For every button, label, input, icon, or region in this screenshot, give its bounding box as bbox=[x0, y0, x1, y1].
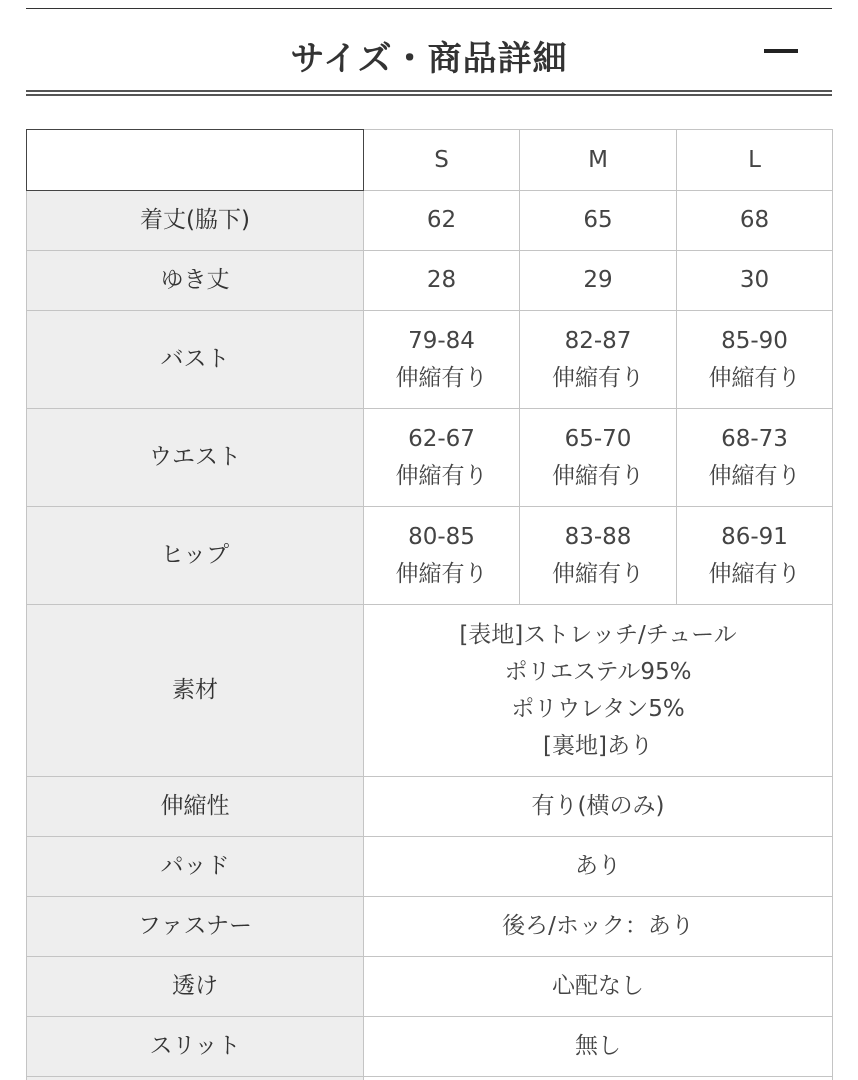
value-cell bbox=[677, 507, 833, 605]
table-row bbox=[27, 507, 833, 605]
corner-cell bbox=[27, 130, 364, 191]
value-cell: 無し bbox=[364, 1017, 833, 1077]
row-label-length: 着丈(脇下) bbox=[27, 191, 364, 251]
row-label-waist: ウエスト bbox=[27, 409, 364, 507]
value-range: 80-85 bbox=[408, 523, 475, 550]
material-line: [表地]ストレッチ/チュール bbox=[459, 621, 737, 648]
value-cell bbox=[364, 1077, 833, 1080]
value-cell: 後ろ/ホック：あり bbox=[364, 897, 833, 957]
material-cell bbox=[364, 605, 833, 777]
value-note: 伸縮有り bbox=[552, 364, 644, 391]
section-header[interactable] bbox=[26, 9, 832, 91]
table-row bbox=[27, 311, 833, 409]
material-line: ポリエステル95% bbox=[504, 658, 692, 685]
value-cell: 心配なし bbox=[364, 957, 833, 1017]
table-row bbox=[27, 605, 833, 777]
section-title: サイズ・商品詳細 bbox=[290, 39, 568, 79]
value-note: 伸縮有り bbox=[708, 364, 801, 391]
value-cell bbox=[677, 409, 833, 507]
row-label-pad: パッド bbox=[27, 837, 364, 897]
row-label-stretch: 伸縮性 bbox=[27, 777, 364, 837]
row-label-hip: ヒップ bbox=[27, 507, 364, 605]
value-note: 伸縮有り bbox=[552, 560, 644, 587]
value-cell bbox=[677, 311, 833, 409]
value-cell: 29 bbox=[520, 251, 677, 311]
row-label-fastener: ファスナー bbox=[27, 897, 364, 957]
row-label-bust: バスト bbox=[27, 311, 364, 409]
table-row bbox=[27, 777, 833, 837]
table-row bbox=[27, 957, 833, 1017]
value-range: 86-91 bbox=[721, 523, 788, 550]
minus-icon bbox=[764, 49, 798, 53]
value-cell bbox=[520, 409, 677, 507]
size-header-m: M bbox=[520, 130, 677, 191]
size-header-l: L bbox=[677, 130, 833, 191]
material-line: ポリウレタン5% bbox=[511, 695, 685, 722]
value-range: 62-67 bbox=[408, 425, 475, 452]
table-row bbox=[27, 1017, 833, 1077]
value-cell bbox=[364, 409, 520, 507]
material-line: [裏地]あり bbox=[543, 732, 653, 759]
table-row bbox=[27, 1077, 833, 1080]
value-range: 68-73 bbox=[721, 425, 788, 452]
value-cell: あり bbox=[364, 837, 833, 897]
size-header-row bbox=[27, 130, 833, 191]
row-label-sheer: 透け bbox=[27, 957, 364, 1017]
size-header-s: S bbox=[364, 130, 520, 191]
value-note: 伸縮有り bbox=[708, 462, 801, 489]
table-row bbox=[27, 837, 833, 897]
value-cell bbox=[364, 311, 520, 409]
value-note: 伸縮有り bbox=[395, 364, 488, 391]
value-cell: 有り(横のみ) bbox=[364, 777, 833, 837]
value-range: 83-88 bbox=[564, 523, 632, 550]
value-cell bbox=[520, 507, 677, 605]
value-range: 85-90 bbox=[721, 327, 788, 354]
value-cell: 68 bbox=[677, 191, 833, 251]
value-range: 65-70 bbox=[564, 425, 632, 452]
value-range: 82-87 bbox=[564, 327, 632, 354]
header-double-divider bbox=[26, 90, 832, 96]
row-label-next bbox=[27, 1077, 364, 1080]
table-row bbox=[27, 409, 833, 507]
value-cell: 65 bbox=[520, 191, 677, 251]
value-cell: 30 bbox=[677, 251, 833, 311]
row-label-slit: スリット bbox=[27, 1017, 364, 1077]
size-detail-table bbox=[26, 129, 833, 1080]
value-note: 伸縮有り bbox=[708, 560, 801, 587]
row-label-sleeve: ゆき丈 bbox=[27, 251, 364, 311]
value-note: 伸縮有り bbox=[395, 462, 488, 489]
collapse-button[interactable] bbox=[764, 31, 804, 71]
value-cell bbox=[364, 507, 520, 605]
table-row bbox=[27, 897, 833, 957]
table-row bbox=[27, 191, 833, 251]
table-row bbox=[27, 251, 833, 311]
value-range: 79-84 bbox=[408, 327, 475, 354]
value-cell: 62 bbox=[364, 191, 520, 251]
value-note: 伸縮有り bbox=[552, 462, 644, 489]
value-cell bbox=[520, 311, 677, 409]
row-label-material: 素材 bbox=[27, 605, 364, 777]
value-note: 伸縮有り bbox=[395, 560, 488, 587]
value-cell: 28 bbox=[364, 251, 520, 311]
